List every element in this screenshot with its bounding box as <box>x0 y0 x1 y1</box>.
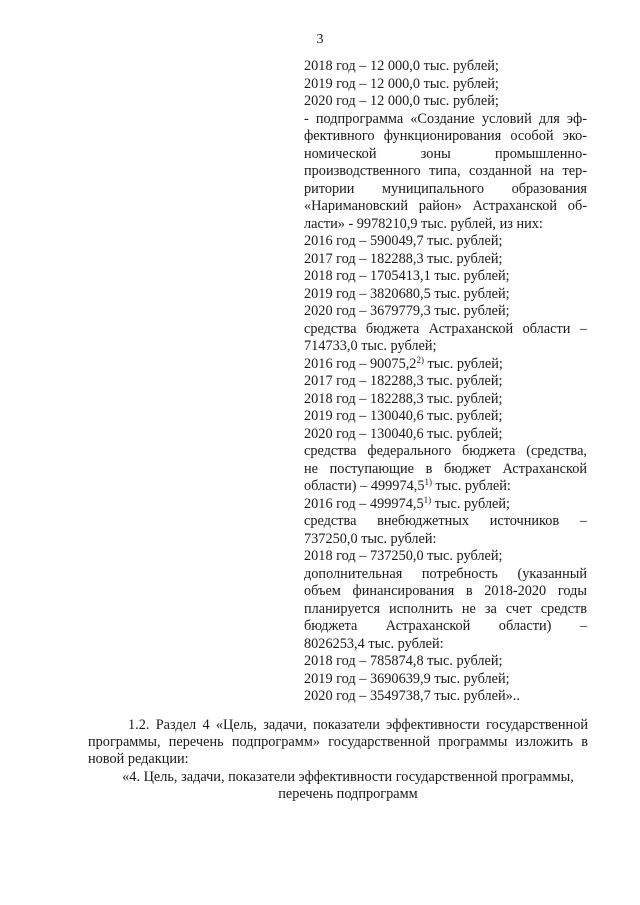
additional-need-total: 8026253,4 тыс. рублей: <box>304 635 444 652</box>
federal-budget-label: средства федерального бюджета (средства, <box>304 443 587 459</box>
amendment-paragraph: 1.2. Раздел 4 «Цель, задачи, показатели эффективности государственной программы, перечень подпрограмм» государственной программы изложить в новой редакции: <box>88 717 588 768</box>
additional-need-line: объем финансирования в 2018-2020 годы <box>304 583 587 599</box>
additional-need-line: планируется исполнить не за счет средств <box>304 600 587 617</box>
federal-year-line <box>304 496 587 514</box>
regional-year-line: 2017 год – 182288,3 тыс. рублей; <box>304 373 503 389</box>
regional-year-line: 2020 год – 130040,6 тыс. рублей; <box>304 425 503 442</box>
subprogram-title-line: ритории муниципального образования <box>304 180 587 197</box>
additional-year-line: 2019 год – 3690639,9 тыс. рублей; <box>304 670 510 687</box>
additional-year-line: 2020 год – 3549738,7 тыс. рублей».. <box>304 688 520 704</box>
subprogram-title-line: ласти» - 9978210,9 тыс. рублей, из них: <box>304 215 543 232</box>
footnote-ref: 1) <box>423 494 432 505</box>
regional-2016-text: 2016 год – 90075,2 <box>304 355 417 372</box>
subprogram-title-line: фективного функционирования особой эко- <box>304 128 587 144</box>
federal-budget-label: не поступающие в бюджет Астраханской <box>304 460 587 477</box>
section-amendment <box>88 717 588 803</box>
subprogram-title-line: номической зоны промышленно- <box>304 145 587 162</box>
budget-line: 2019 год – 12 000,0 тыс. рублей; <box>304 75 499 92</box>
federal-total-text: области) – 499974,5 <box>304 478 425 494</box>
financing-column <box>304 58 587 706</box>
subprogram-title-line: «Наримановский район» Астраханской об- <box>304 198 587 214</box>
extrabudget-label: средства внебюджетных источников – <box>304 513 587 529</box>
regional-budget-total: 714733,0 тыс. рублей; <box>304 338 437 354</box>
federal-total-unit: тыс. рублей: <box>431 478 511 494</box>
additional-year-line: 2018 год – 785874,8 тыс. рублей; <box>304 653 503 669</box>
federal-budget-total <box>304 478 587 496</box>
regional-2016-unit: тыс. рублей; <box>423 355 503 372</box>
footnote-ref: 1) <box>424 477 432 487</box>
extrabudget-total: 737250,0 тыс. рублей: <box>304 530 437 547</box>
additional-need-line: дополнительная потребность (указанный <box>304 565 587 582</box>
regional-year-line: 2018 год – 182288,3 тыс. рублей; <box>304 390 503 407</box>
budget-line: 2018 год – 12 000,0 тыс. рублей; <box>304 58 499 74</box>
federal-2016-unit: тыс. рублей; <box>431 495 510 512</box>
regional-year-line <box>304 356 587 374</box>
regional-year-line: 2019 год – 130040,6 тыс. рублей; <box>304 408 503 424</box>
year-total-line: 2016 год – 590049,7 тыс. рублей; <box>304 233 503 249</box>
additional-need-line: бюджета Астраханской области) – <box>304 618 587 634</box>
section-heading-line: перечень подпрограмм <box>278 785 418 802</box>
section-heading <box>88 769 588 803</box>
regional-budget-label: средства бюджета Астраханской области – <box>304 320 587 337</box>
year-total-line: 2018 год – 1705413,1 тыс. рублей; <box>304 268 510 284</box>
year-total-line: 2020 год – 3679779,3 тыс. рублей; <box>304 303 510 319</box>
extrabudget-year-line: 2018 год – 737250,0 тыс. рублей; <box>304 548 503 564</box>
year-total-line: 2017 год – 182288,3 тыс. рублей; <box>304 250 503 267</box>
subprogram-title-line: производственного типа, созданной на тер- <box>304 163 587 179</box>
year-total-line: 2019 год – 3820680,5 тыс. рублей; <box>304 285 510 302</box>
footnote-ref: 2) <box>416 354 424 365</box>
budget-line: 2020 год – 12 000,0 тыс. рублей; <box>304 93 499 109</box>
section-heading-line: «4. Цель, задачи, показатели эффективности государственной программы, <box>122 768 574 785</box>
page-number: 3 <box>316 32 324 47</box>
federal-2016-text: 2016 год – 499974,5 <box>304 495 424 512</box>
subprogram-title-line: - подпрограмма «Создание условий для эф- <box>304 110 587 127</box>
